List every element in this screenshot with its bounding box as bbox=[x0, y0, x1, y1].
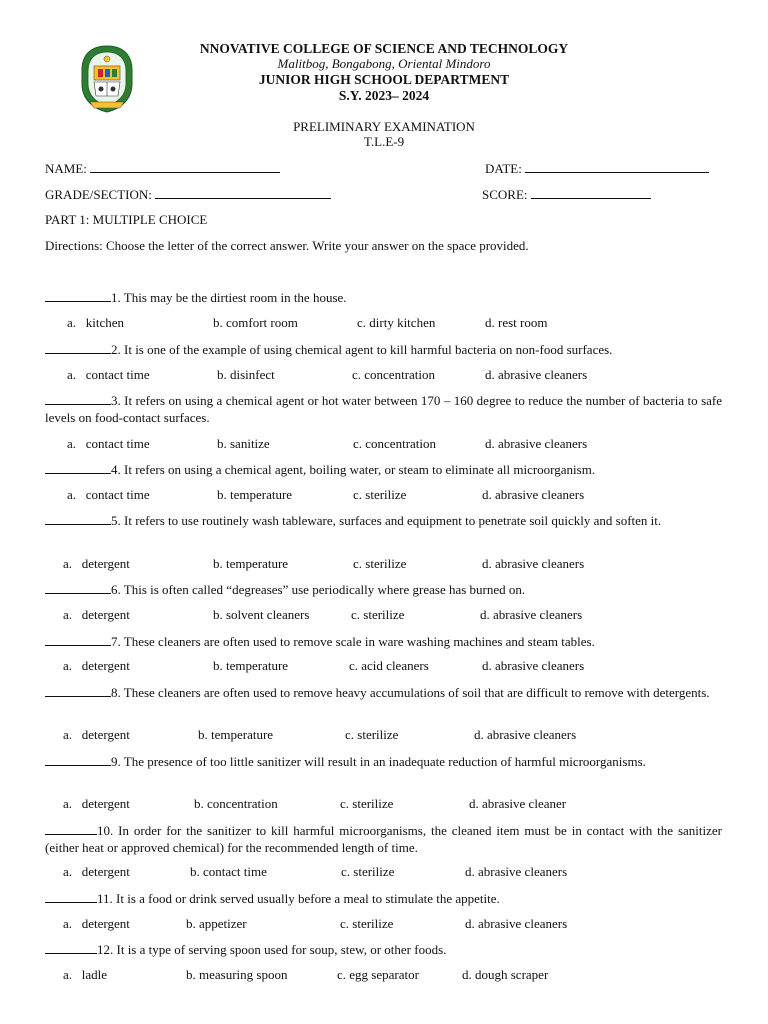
answer-blank[interactable] bbox=[45, 754, 111, 766]
name-label: NAME: bbox=[45, 161, 87, 176]
option-a: a. detergent bbox=[63, 864, 130, 879]
options-row bbox=[0, 864, 768, 881]
options-row bbox=[0, 916, 768, 933]
option-c: c. sterilize bbox=[353, 487, 407, 502]
option-a: a. detergent bbox=[63, 556, 130, 571]
option-c: c. sterilize bbox=[340, 916, 394, 931]
question-12 bbox=[45, 941, 722, 958]
option-a: a. contact time bbox=[67, 436, 150, 451]
option-c: c. sterilize bbox=[345, 727, 399, 742]
department-name: JUNIOR HIGH SCHOOL DEPARTMENT bbox=[258, 72, 510, 87]
answer-blank[interactable] bbox=[45, 942, 97, 954]
option-b: b. concentration bbox=[194, 796, 278, 811]
question-6 bbox=[45, 581, 722, 598]
option-a: a. ladle bbox=[63, 967, 108, 982]
exam-subject: T.L.E-9 bbox=[363, 134, 405, 149]
option-b: b. temperature bbox=[198, 727, 274, 742]
question-9 bbox=[45, 753, 722, 770]
option-d: d. abrasive cleaners bbox=[485, 436, 588, 451]
question-11 bbox=[45, 890, 722, 907]
exam-title: PRELIMINARY EXAMINATION bbox=[293, 119, 475, 134]
option-c: c. dirty kitchen bbox=[357, 315, 436, 330]
score-line[interactable] bbox=[531, 186, 651, 199]
option-d: d. abrasive cleaners bbox=[482, 556, 585, 571]
options-row bbox=[0, 607, 768, 624]
option-d: d. abrasive cleaners bbox=[485, 367, 588, 382]
option-d: d. abrasive cleaners bbox=[465, 864, 568, 879]
options-row bbox=[0, 796, 768, 813]
option-b: b. disinfect bbox=[217, 367, 275, 382]
answer-blank[interactable] bbox=[45, 393, 111, 405]
option-b: b. temperature bbox=[213, 556, 289, 571]
answer-blank[interactable] bbox=[45, 685, 111, 697]
date-field bbox=[485, 160, 709, 177]
options-row bbox=[0, 367, 768, 384]
grade-section-label: GRADE/SECTION: bbox=[45, 187, 152, 202]
question-10 bbox=[45, 822, 722, 856]
grade-section-line[interactable] bbox=[155, 186, 331, 199]
option-b: b. measuring spoon bbox=[186, 967, 288, 982]
option-b: b. comfort room bbox=[213, 315, 298, 330]
option-c: c. sterilize bbox=[353, 556, 407, 571]
question-text: 8. These cleaners are often used to remove heavy accumulations of soil that are difficult to remove with detergents. bbox=[111, 685, 710, 700]
option-c: c. acid cleaners bbox=[349, 658, 429, 673]
question-text: 4. It refers on using a chemical agent, boiling water, or steam to eliminate all microorganism. bbox=[111, 462, 596, 477]
option-c: c. sterilize bbox=[340, 796, 394, 811]
answer-blank[interactable] bbox=[45, 823, 97, 835]
option-c: c. sterilize bbox=[341, 864, 395, 879]
option-a: a. contact time bbox=[67, 487, 150, 502]
options-row bbox=[0, 556, 768, 573]
option-b: b. sanitize bbox=[217, 436, 270, 451]
options-row bbox=[0, 487, 768, 504]
question-text: 6. This is often called “degreases” use periodically where grease has burned on. bbox=[111, 582, 526, 597]
options-row bbox=[0, 727, 768, 744]
answer-blank[interactable] bbox=[45, 513, 111, 525]
date-label: DATE: bbox=[485, 161, 522, 176]
score-label: SCORE: bbox=[482, 187, 528, 202]
question-5 bbox=[45, 512, 722, 529]
score-field bbox=[482, 186, 651, 203]
directions: Directions: Choose the letter of the correct answer. Write your answer on the space provided. bbox=[45, 238, 529, 253]
option-a: a. kitchen bbox=[67, 315, 125, 330]
question-text: 5. It refers to use routinely wash tableware, surfaces and equipment to penetrate soil quickly and soften it. bbox=[111, 513, 662, 528]
question-text: 7. These cleaners are often used to remove scale in ware washing machines and steam tables. bbox=[111, 634, 595, 649]
option-b: b. solvent cleaners bbox=[213, 607, 310, 622]
option-c: c. sterilize bbox=[351, 607, 405, 622]
answer-blank[interactable] bbox=[45, 290, 111, 302]
question-8 bbox=[45, 684, 722, 701]
option-b: b. temperature bbox=[213, 658, 289, 673]
answer-blank[interactable] bbox=[45, 582, 111, 594]
grade-section-field bbox=[45, 186, 331, 203]
question-text: 12. It is a type of serving spoon used for soup, stew, or other foods. bbox=[97, 942, 447, 957]
option-d: d. rest room bbox=[485, 315, 548, 330]
option-d: d. abrasive cleaners bbox=[482, 487, 585, 502]
question-text: 11. It is a food or drink served usually before a meal to stimulate the appetite. bbox=[97, 891, 500, 906]
option-c: c. concentration bbox=[353, 436, 437, 451]
question-text: 10. In order for the sanitizer to kill harmful microorganisms, the cleaned item must be in contact with the sanitizer (either heat or approved chemical) for the recommended length of time. bbox=[45, 823, 722, 855]
option-d: d. abrasive cleaners bbox=[482, 658, 585, 673]
option-c: c. concentration bbox=[352, 367, 436, 382]
question-text: 3. It refers on using a chemical agent or hot water between 170 – 160 degree to reduce the number of bacteria to safe levels on food-contact surfaces. bbox=[45, 393, 722, 425]
name-field bbox=[45, 160, 280, 177]
date-line[interactable] bbox=[525, 160, 709, 173]
option-d: d. abrasive cleaners bbox=[474, 727, 577, 742]
question-text: 1. This may be the dirtiest room in the house. bbox=[111, 290, 347, 305]
option-a: a. detergent bbox=[63, 727, 130, 742]
answer-blank[interactable] bbox=[45, 462, 111, 474]
options-row bbox=[0, 315, 768, 332]
part-title: PART 1: MULTIPLE CHOICE bbox=[45, 212, 208, 227]
option-d: d. abrasive cleaners bbox=[465, 916, 568, 931]
option-a: a. detergent bbox=[63, 796, 130, 811]
question-3 bbox=[45, 392, 722, 426]
option-b: b. temperature bbox=[217, 487, 293, 502]
options-row bbox=[0, 967, 768, 984]
options-row bbox=[0, 436, 768, 453]
option-a: a. detergent bbox=[63, 658, 130, 673]
question-text: 9. The presence of too little sanitizer will result in an inadequate reduction of harmful microorganisms. bbox=[111, 754, 646, 769]
options-row bbox=[0, 658, 768, 675]
question-4 bbox=[45, 461, 722, 478]
option-d: d. dough scraper bbox=[462, 967, 549, 982]
option-a: a. contact time bbox=[67, 367, 150, 382]
question-2 bbox=[45, 341, 722, 358]
school-address: Malitbog, Bongabong, Oriental Mindoro bbox=[277, 56, 491, 71]
school-name: NNOVATIVE COLLEGE OF SCIENCE AND TECHNOLOGY bbox=[199, 41, 569, 56]
option-a: a. detergent bbox=[63, 607, 130, 622]
option-d: d. abrasive cleaner bbox=[469, 796, 567, 811]
option-a: a. detergent bbox=[63, 916, 130, 931]
option-b: b. contact time bbox=[190, 864, 267, 879]
name-line[interactable] bbox=[90, 160, 280, 173]
option-d: d. abrasive cleaners bbox=[480, 607, 583, 622]
option-c: c. egg separator bbox=[337, 967, 419, 982]
question-7 bbox=[45, 633, 722, 650]
question-1 bbox=[45, 289, 722, 306]
question-text: 2. It is one of the example of using chemical agent to kill harmful bacteria on non-food surfaces. bbox=[111, 342, 613, 357]
school-year: S.Y. 2023– 2024 bbox=[338, 88, 430, 103]
answer-blank[interactable] bbox=[45, 342, 111, 354]
answer-blank[interactable] bbox=[45, 634, 111, 646]
option-b: b. appetizer bbox=[186, 916, 247, 931]
answer-blank[interactable] bbox=[45, 891, 97, 903]
